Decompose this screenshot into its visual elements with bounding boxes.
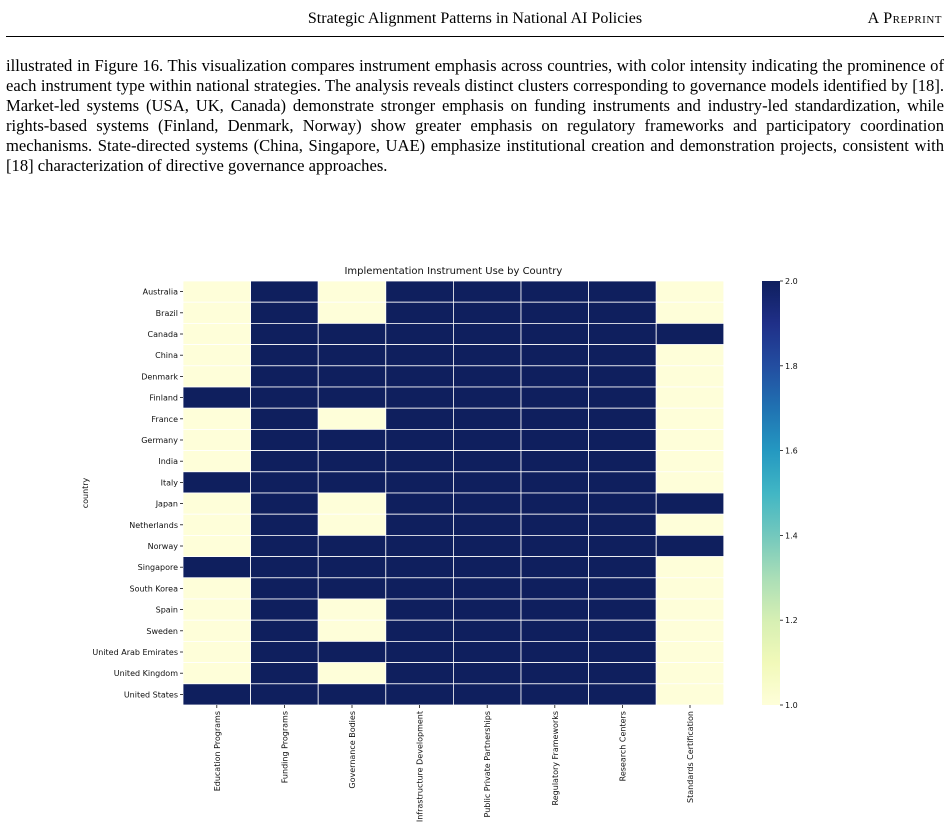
heatmap-cell [183,514,251,535]
colorbar-tick-label: 1.8 [785,361,798,371]
heatmap-cell [386,451,454,472]
y-tick-label-netherlands: Netherlands [129,520,178,530]
heatmap-cell [386,663,454,684]
heatmap-cell [318,281,386,302]
heatmap-cell [251,366,319,387]
x-tick-label-education-programs: Education Programs [212,711,222,792]
heatmap-cell [521,345,589,366]
heatmap-cell [251,599,319,620]
heatmap-cell [386,366,454,387]
heatmap-cell [183,578,251,599]
heatmap-cell [656,684,724,705]
heatmap-cell [589,620,657,641]
heatmap-cell [453,451,521,472]
colorbar-tick-label: 2.0 [785,277,798,286]
y-axis-label: country [81,477,90,509]
heatmap-cell [251,514,319,535]
x-tick-label-regulatory-frameworks: Regulatory Frameworks [550,711,560,806]
heatmap-cell [386,345,454,366]
heatmap-cell [521,684,589,705]
heatmap-cell [251,302,319,323]
y-tick-label-singapore: Singapore [137,563,178,573]
heatmap-cell [251,557,319,578]
heatmap-cell [589,387,657,408]
heatmap-cell [318,429,386,450]
body-paragraph: illustrated in Figure 16. This visualization compares instrument emphasis across countries, with color intensity indicating the prominence of each instrument type within national strategies. The analysis reveals distinct clusters corresponding to governance models identified by [18]. Market-led systems (USA, UK, Canada) demonstrate stronger emphasis on funding instruments and industry-led standardization, while rights-based systems (Finland, Denmark, Norway) show greater emphasis on regulatory frameworks and participatory coordination mechanisms. State-directed systems (China, Singapore, UAE) emphasize institutional creation and demonstration projects, consistent with [18] characterization of directive governance approaches. [6,56,944,175]
heatmap-cell [318,684,386,705]
heatmap-cell [589,366,657,387]
heatmap-cell [251,684,319,705]
heatmap-cell [589,535,657,556]
heatmap-cell [318,514,386,535]
y-tick-label-japan: Japan [155,499,178,509]
heatmap-cell [589,578,657,599]
heatmap-cell [318,366,386,387]
heatmap-cell [589,323,657,344]
heatmap-cell [251,387,319,408]
heatmap-cell [251,620,319,641]
heatmap-cell [183,620,251,641]
heatmap-cell [183,387,251,408]
colorbar-tick-label: 1.6 [785,446,798,456]
heatmap-cell [318,345,386,366]
heatmap-cell [183,281,251,302]
heatmap-cell [521,472,589,493]
heatmap-cell [453,302,521,323]
heatmap-figure [0,262,950,826]
heatmap-cell [251,641,319,662]
heatmap-cell [318,387,386,408]
heatmap-cell [656,323,724,344]
heatmap-cell [318,663,386,684]
heatmap-cell [386,535,454,556]
heatmap-cell [386,302,454,323]
heatmap-cell [183,599,251,620]
heatmap-cell [589,408,657,429]
heatmap-cell [589,641,657,662]
heatmap-cell [589,451,657,472]
heatmap-cell [183,323,251,344]
y-tick-label-united-kingdom: United Kingdom [113,669,178,679]
heatmap-cell [453,429,521,450]
heatmap-cell [386,408,454,429]
running-title: Strategic Alignment Patterns in National AI Policies [307,10,643,27]
heatmap-cell [521,535,589,556]
heatmap-cell [656,578,724,599]
heatmap-cell [589,514,657,535]
heatmap-cell [521,599,589,620]
heatmap-cell [251,345,319,366]
heatmap-cell [453,387,521,408]
heatmap-cell [521,557,589,578]
heatmap-cell [453,281,521,302]
heatmap-cell [453,345,521,366]
heatmap-cell [251,535,319,556]
heatmap-cell [453,472,521,493]
heatmap-cell [318,620,386,641]
heatmap-cell [521,514,589,535]
heatmap-cell [453,366,521,387]
heatmap-cell [386,514,454,535]
heatmap-cell [521,620,589,641]
heatmap-cell [386,493,454,514]
y-tick-label-norway: Norway [147,542,178,551]
heatmap-cell [521,387,589,408]
heatmap-cell [318,557,386,578]
heatmap-cell [521,323,589,344]
y-tick-label-spain: Spain [155,605,178,615]
y-tick-label-france: France [151,414,178,424]
heatmap-cell [183,451,251,472]
heatmap-cell [386,641,454,662]
preprint-label: A Preprint [867,10,942,27]
colorbar-tick-label: 1.2 [785,616,798,626]
heatmap-cell [251,493,319,514]
heatmap-cell [251,472,319,493]
x-tick-label-governance-bodies: Governance Bodies [348,711,357,789]
heatmap-cell [386,620,454,641]
heatmap-cell [656,408,724,429]
y-tick-label-italy: Italy [160,478,178,488]
heatmap-cell [656,641,724,662]
heatmap-cell [183,535,251,556]
heatmap-cell [656,535,724,556]
colorbar-tick-label: 1.0 [785,701,798,710]
y-tick-label-china: China [155,351,178,361]
heatmap-cell [386,387,454,408]
heatmap-cell [521,451,589,472]
y-tick-label-germany: Germany [141,436,178,445]
heatmap-cell [183,663,251,684]
heatmap-cell [589,557,657,578]
y-tick-label-finland: Finland [149,393,178,403]
heatmap-cell [318,599,386,620]
heatmap-cell [251,451,319,472]
heatmap-cell [453,620,521,641]
heatmap-cell [589,599,657,620]
heatmap-cell [251,429,319,450]
heatmap-cell [656,514,724,535]
heatmap-cell [386,429,454,450]
heatmap-cell [656,302,724,323]
heatmap-cell [251,281,319,302]
heatmap-cell [589,429,657,450]
heatmap-cell [521,493,589,514]
heatmap-cell [521,578,589,599]
heatmap-cell [656,345,724,366]
x-tick-label-research-centers: Research Centers [618,711,628,782]
heatmap-cell [453,684,521,705]
heatmap-cell [386,578,454,599]
heatmap-cell [251,323,319,344]
heatmap-cell [251,408,319,429]
heatmap-cell [183,429,251,450]
colorbar-tick-label: 1.4 [785,531,798,541]
heatmap-cell [656,663,724,684]
heatmap-cell [386,323,454,344]
x-tick-label-public-private-partnerships: Public Private Partnerships [483,711,493,818]
heatmap-cell [521,281,589,302]
heatmap-cell [521,302,589,323]
heatmap-cell [453,323,521,344]
heatmap-cell [251,663,319,684]
x-tick-label-standards-certification: Standards Certification [686,711,695,803]
heatmap-cell [589,684,657,705]
heatmap-cell [318,641,386,662]
heatmap-cell [453,578,521,599]
heatmap-cell [521,663,589,684]
heatmap-cell [521,366,589,387]
heatmap-cell [183,641,251,662]
y-tick-label-sweden: Sweden [146,626,178,636]
heatmap-cell [318,472,386,493]
heatmap-cell [386,557,454,578]
heatmap-cell [453,663,521,684]
heatmap-cell [318,323,386,344]
heatmap-cell [183,345,251,366]
x-tick-label-funding-programs: Funding Programs [280,711,290,784]
heatmap-cell [318,535,386,556]
heatmap-cell [183,684,251,705]
heatmap-cell [453,641,521,662]
heatmap-cell [183,557,251,578]
heatmap-cell [318,451,386,472]
heatmap-cell [318,493,386,514]
heatmap-cell [521,429,589,450]
y-tick-label-south-korea: South Korea [129,584,178,594]
heatmap-cell [453,599,521,620]
heatmap-cell [318,302,386,323]
heatmap-cell [453,535,521,556]
heatmap-cell [386,684,454,705]
chart-title: Implementation Instrument Use by Country [344,266,563,277]
heatmap-cell [386,281,454,302]
heatmap-cell [453,557,521,578]
y-tick-label-india: India [158,457,178,467]
heatmap-cell [183,408,251,429]
y-tick-label-brazil: Brazil [155,308,178,318]
heatmap-cell [589,345,657,366]
heatmap-cell [183,302,251,323]
y-tick-label-united-states: United States [123,690,178,700]
y-tick-label-united-arab-emirates: United Arab Emirates [92,648,178,657]
heatmap-cell [318,408,386,429]
heatmap-cell [656,366,724,387]
heatmap-cell [251,578,319,599]
heatmap-cell [656,281,724,302]
y-tick-label-australia: Australia [142,287,178,297]
heatmap-cell [453,514,521,535]
y-tick-label-denmark: Denmark [141,372,178,382]
heatmap-cell [656,472,724,493]
heatmap-cell [521,408,589,429]
heatmap-cell [453,493,521,514]
page-header [6,8,944,37]
colorbar [762,281,780,705]
heatmap-cell [183,366,251,387]
heatmap-cell [656,493,724,514]
heatmap-cell [656,429,724,450]
heatmap-cell [386,599,454,620]
heatmap-cell [521,641,589,662]
heatmap-cell [386,472,454,493]
heatmap-cell [183,493,251,514]
heatmap-cell [183,472,251,493]
heatmap-cell [589,663,657,684]
heatmap-cell [318,578,386,599]
y-tick-label-canada: Canada [147,330,178,339]
heatmap-cell [589,281,657,302]
heatmap-cell [656,620,724,641]
heatmap-cell [656,451,724,472]
heatmap-cell [656,387,724,408]
heatmap-cell [589,493,657,514]
heatmap-cell [656,557,724,578]
heatmap-cell [453,408,521,429]
heatmap-cell [589,472,657,493]
x-tick-label-infrastructure-development: Infrastructure Development [415,711,425,823]
heatmap-cell [589,302,657,323]
heatmap-cell [656,599,724,620]
